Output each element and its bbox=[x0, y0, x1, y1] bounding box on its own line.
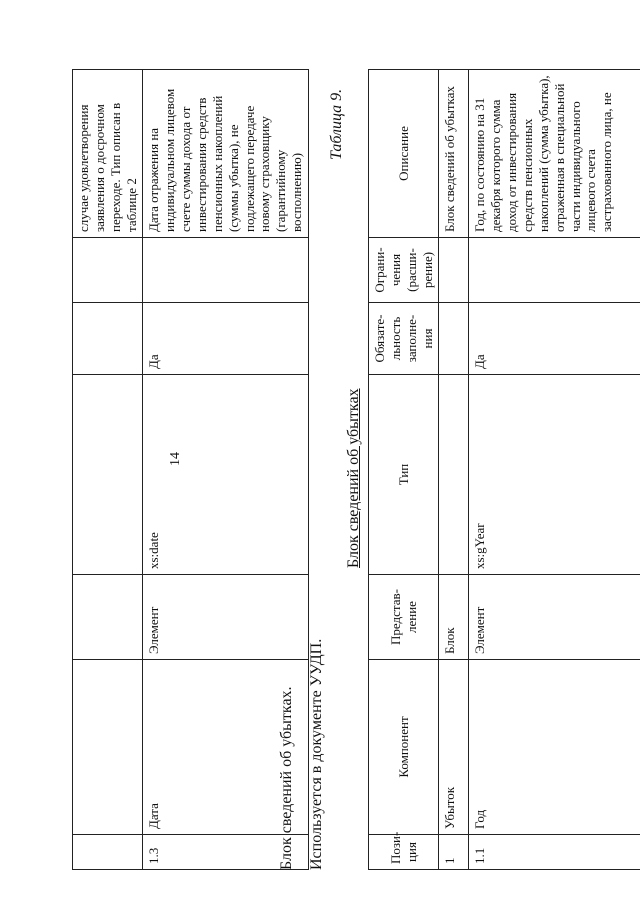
header-component: Компонент bbox=[369, 660, 439, 835]
cell-representation bbox=[73, 575, 143, 660]
table-caption: Таблица 9. bbox=[328, 88, 345, 160]
intro-text-line-2: Используется в документе УУДП. bbox=[308, 638, 325, 870]
cell-description: Год, по состоянию на 31 декабря которого сумма доход от инвестирования средств пенсионных накоплений (сумма убытка), отраженная в специальной части индивидуального лицевого счета застрахованного лица, не bbox=[469, 70, 640, 238]
header-limits: Ограни-чения (расши-рение) bbox=[369, 238, 439, 303]
cell-component: Дата bbox=[143, 660, 309, 835]
cell-description: случае удовлетворения заявления о досрочном переходе. Тип описан в таблице 2 bbox=[73, 70, 143, 238]
cell-type: xs:gYear bbox=[469, 375, 640, 575]
header-type: Тип bbox=[369, 375, 439, 575]
table-row bbox=[469, 70, 640, 870]
page-number: 14 bbox=[168, 452, 183, 466]
cell-type bbox=[439, 375, 469, 575]
header-required: Обязате-льность заполне-ния bbox=[369, 303, 439, 375]
cell-required: Да bbox=[469, 303, 640, 375]
cell-limits bbox=[469, 238, 640, 303]
cell-limits bbox=[439, 238, 469, 303]
cell-representation: Элемент bbox=[143, 575, 309, 660]
cell-limits bbox=[143, 238, 309, 303]
cell-limits bbox=[73, 238, 143, 303]
cell-type: xs:date bbox=[143, 375, 309, 575]
table-row bbox=[439, 70, 469, 870]
header-description: Описание bbox=[369, 70, 439, 238]
cell-type bbox=[73, 375, 143, 575]
cell-position: 1.1 bbox=[469, 835, 640, 870]
table-header-row bbox=[369, 70, 439, 870]
cell-required bbox=[439, 303, 469, 375]
cell-description: Дата отражения на индивидуальном лицевом счете суммы дохода от инвестирования средств пенсионных накоплений (суммы убытка), не подлежащего передаче новому страховщику (гарантийному восполнению) bbox=[143, 70, 309, 238]
cell-component: Убыток bbox=[439, 660, 469, 835]
losses-table bbox=[368, 69, 640, 870]
intro-text-line-1: Блок сведений об убытках. bbox=[278, 686, 295, 870]
cell-description: Блок сведений об убытках bbox=[439, 70, 469, 238]
top-table bbox=[72, 69, 309, 870]
cell-representation: Блок bbox=[439, 575, 469, 660]
header-position: Пози-ция bbox=[369, 835, 439, 870]
table-row bbox=[73, 70, 143, 870]
header-representation: Представ-ление bbox=[369, 575, 439, 660]
cell-required bbox=[73, 303, 143, 375]
cell-position: 1 bbox=[439, 835, 469, 870]
cell-component: Год bbox=[469, 660, 640, 835]
cell-position bbox=[73, 835, 143, 870]
cell-required: Да bbox=[143, 303, 309, 375]
cell-representation: Элемент bbox=[469, 575, 640, 660]
table-title: Блок сведений об убытках bbox=[345, 388, 362, 568]
cell-component bbox=[73, 660, 143, 835]
cell-position: 1.3 bbox=[143, 835, 309, 870]
